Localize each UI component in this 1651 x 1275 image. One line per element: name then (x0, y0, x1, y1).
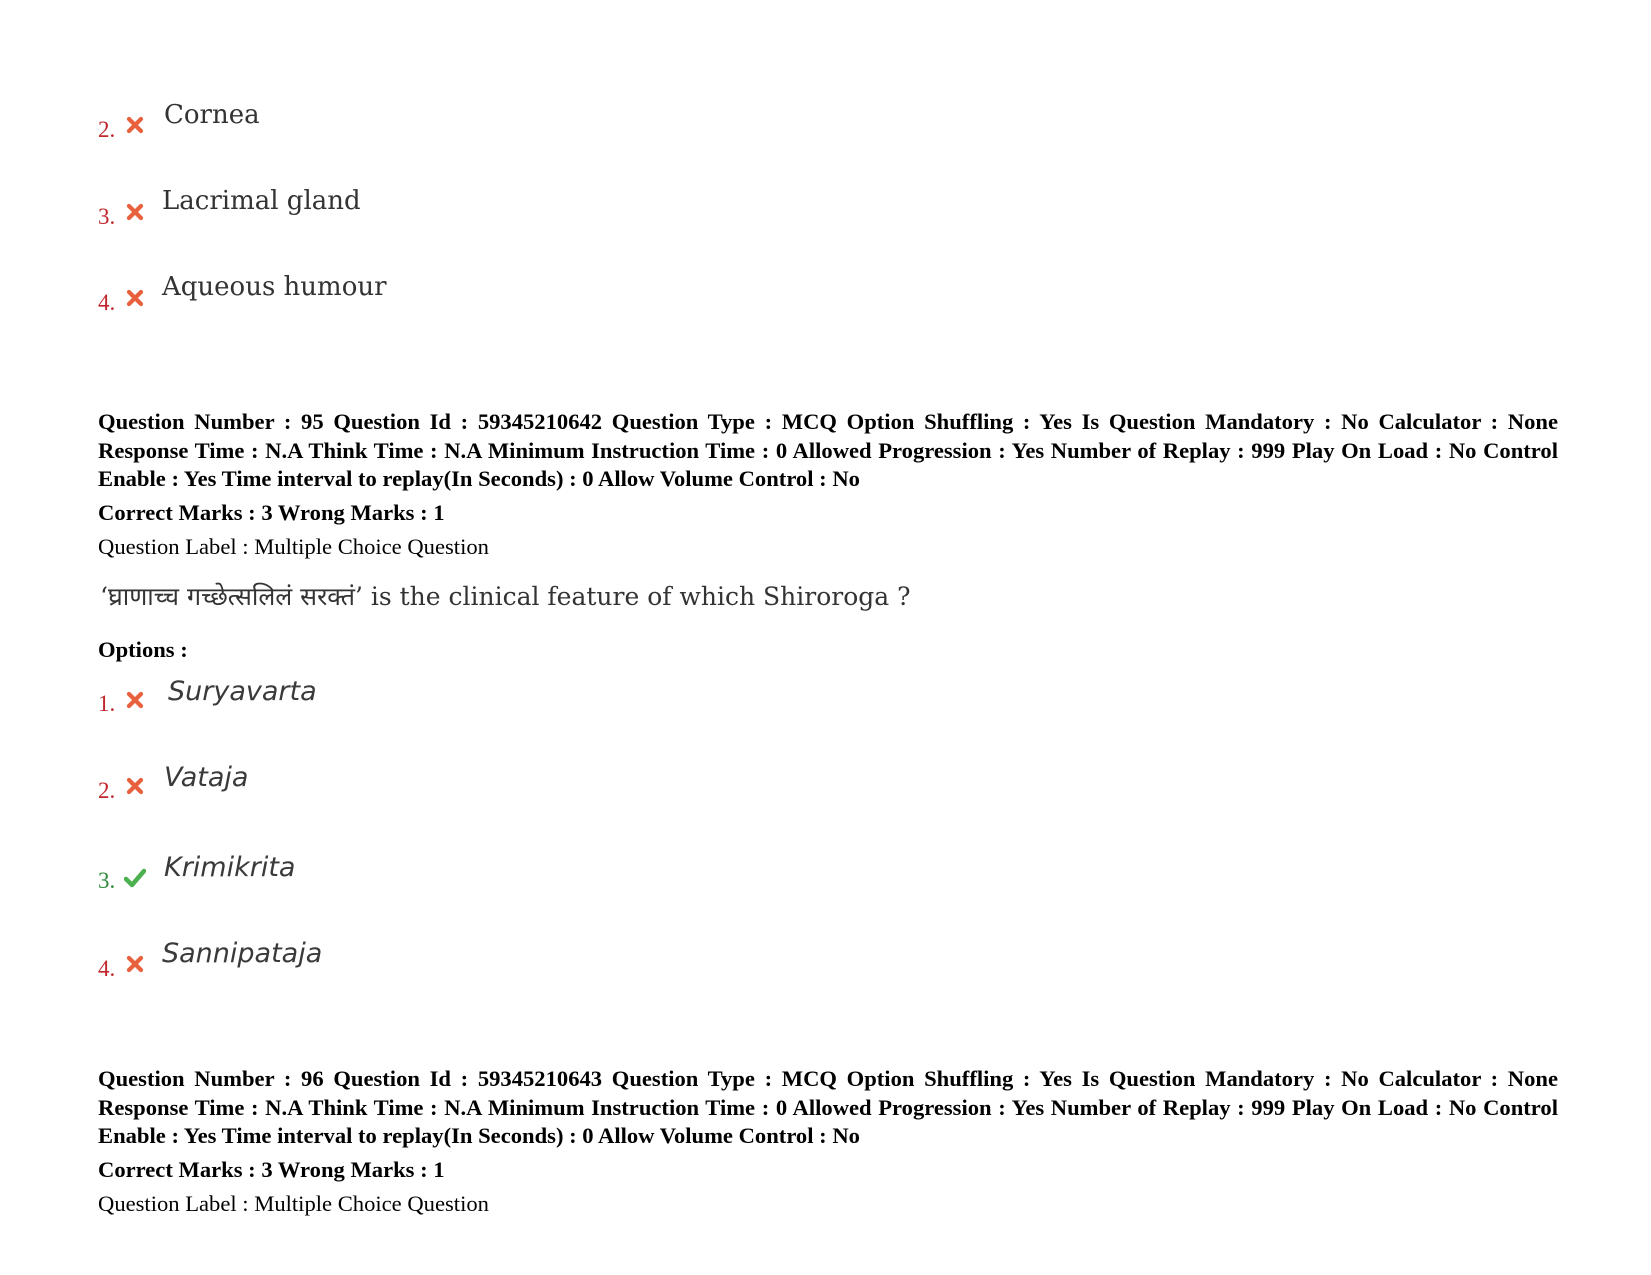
question-96-metadata: Question Number : 96 Question Id : 59345210643 Question Type : MCQ Option Shuffling : Yes Is Question Mandatory : No Calculator : None Response Time : N.A Think Time : N.A Minimum Instruction Time : 0 Allowed Progression : Yes Number of Replay : 999 Play On Load : No Control Enable : Yes Time interval to replay(In Seconds) : 0 Allow Volume Control : No (98, 1066, 1558, 1148)
option-text: Krimikrita (164, 852, 296, 883)
question-95-metadata: Question Number : 95 Question Id : 59345210642 Question Type : MCQ Option Shuffling : Yes Is Question Mandatory : No Calculator : None Response Time : N.A Think Time : N.A Minimum Instruction Time : 0 Allowed Progression : Yes Number of Replay : 999 Play On Load : No Control Enable : Yes Time interval to replay(In Seconds) : 0 Allow Volume Control : No (98, 409, 1558, 491)
option-text: Suryavarta (168, 676, 317, 707)
cross-icon (126, 955, 144, 973)
question-95-label: Question Label : Multiple Choice Question (98, 534, 489, 559)
option-text: Sannipataja (162, 938, 323, 969)
question-96-marks: Correct Marks : 3 Wrong Marks : 1 (98, 1157, 445, 1182)
option-number: 1. (98, 691, 116, 716)
cross-icon (126, 116, 144, 134)
question-95-text: ‘घ्राणाच्च गच्छेत्सलिलं सरक्तं’ is the clinical feature of which Shiroroga ? (100, 582, 911, 611)
option-number: 3. (98, 868, 116, 893)
options-heading: Options : (98, 637, 188, 662)
option-text: Cornea (164, 100, 260, 130)
option-number: 2. (98, 778, 116, 803)
option-number: 3. (98, 204, 116, 229)
cross-icon (126, 289, 144, 307)
option-text: Vataja (164, 762, 249, 793)
question-96-label: Question Label : Multiple Choice Question (98, 1191, 489, 1216)
option-text: Lacrimal gland (162, 186, 361, 216)
option-number: 2. (98, 117, 116, 142)
check-icon (124, 868, 146, 888)
option-text: Aqueous humour (162, 272, 387, 302)
option-number: 4. (98, 290, 116, 315)
option-number: 4. (98, 956, 116, 981)
cross-icon (126, 691, 144, 709)
question-95-marks: Correct Marks : 3 Wrong Marks : 1 (98, 500, 445, 525)
cross-icon (126, 203, 144, 221)
cross-icon (126, 777, 144, 795)
